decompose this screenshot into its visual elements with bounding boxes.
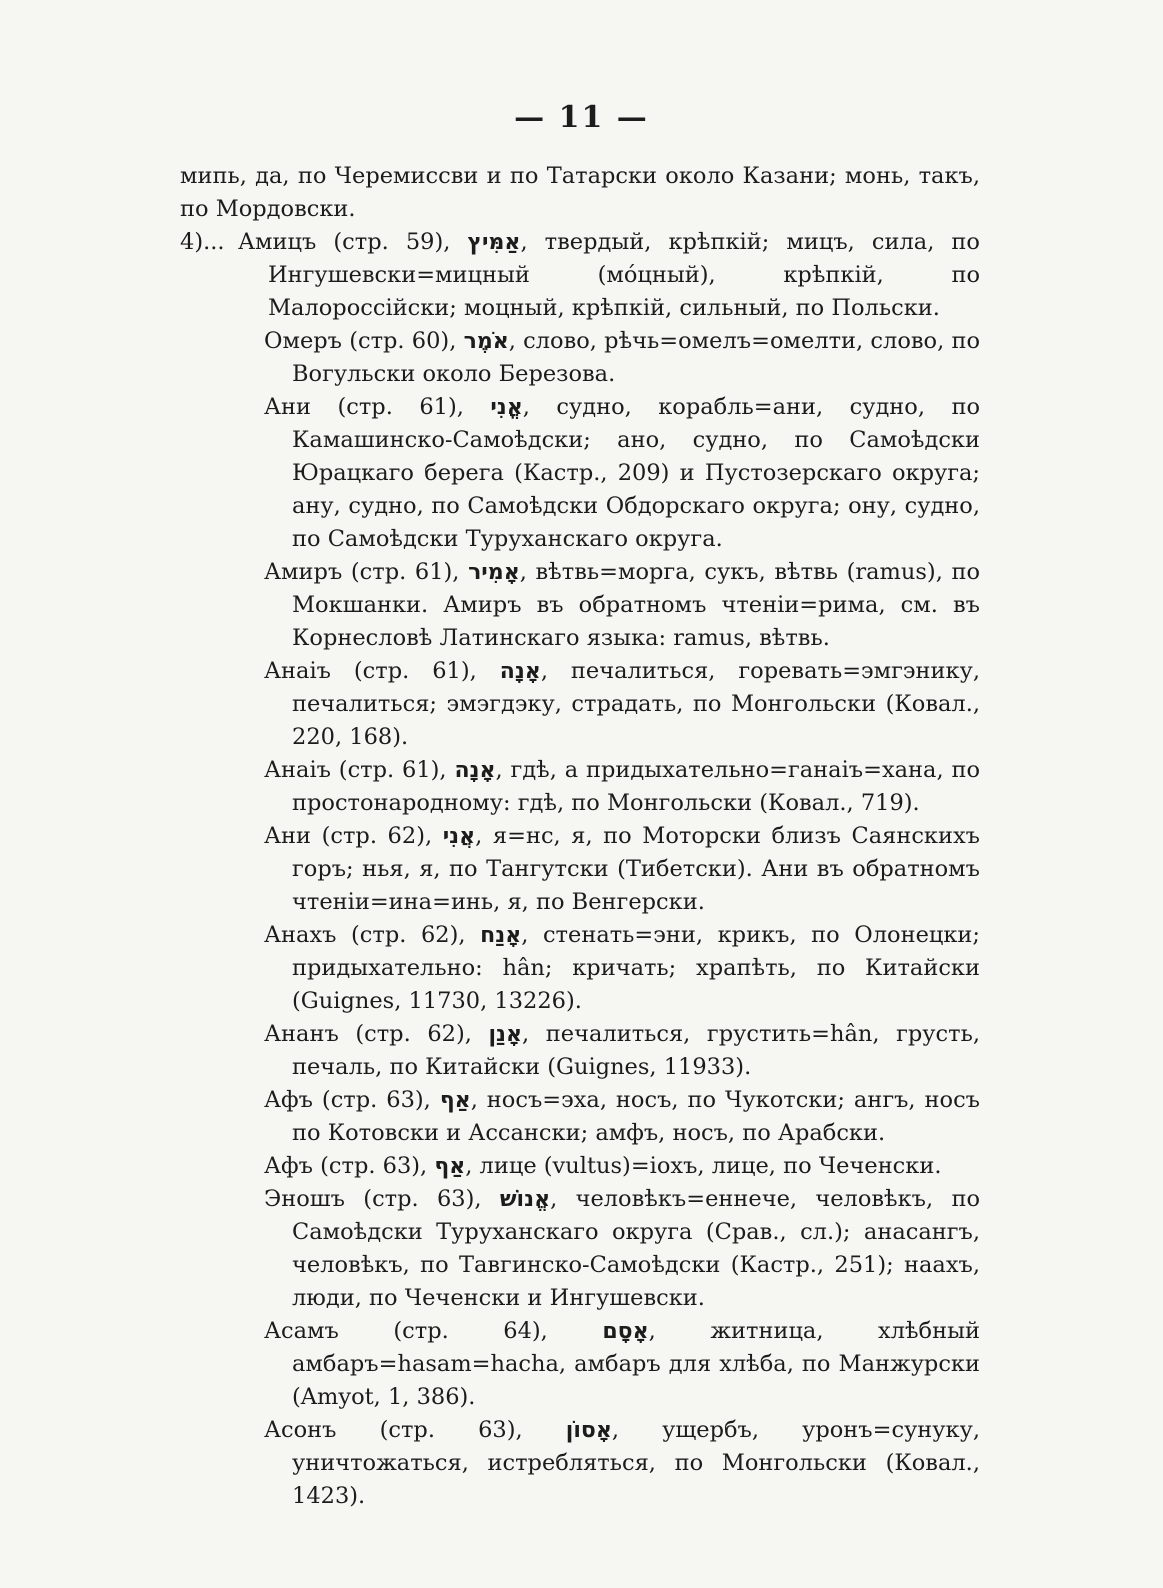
entry-af-face xyxy=(180,1150,980,1183)
entry-body: , гдѣ, а придыхательно=ганаіъ=хана, по простонародному: гдѣ, по Монгольски (Ковал., 719). xyxy=(292,757,980,816)
entry-omer xyxy=(180,325,980,391)
entry-head: Анахъ (стр. 62), xyxy=(264,922,481,948)
entry-anakh xyxy=(180,919,980,1018)
entry-head: Анаіъ (стр. 61), xyxy=(264,658,500,684)
entry-body: , слово, рѣчь=омелъ=омелти, слово, по Вогульски около Березова. xyxy=(292,328,980,387)
entry-anai-where xyxy=(180,754,980,820)
hebrew-word: אַף xyxy=(434,1154,466,1179)
entry-body: , лице (vultus)=іохъ, лице, по Чеченски. xyxy=(465,1153,942,1179)
entry-head: Афъ (стр. 63), xyxy=(264,1153,435,1179)
hebrew-word: אָמִיר xyxy=(468,560,520,585)
entry-body: , печалиться, горевать=эмгэнику, печалиться; эмэгдэку, страдать, по Монгольски (Ковал., 220, 168). xyxy=(292,658,980,750)
entry-head: Асамъ (стр. 64), xyxy=(264,1318,603,1344)
entry-body: , житница, хлѣбный амбаръ=hasam=hacha, амбаръ для хлѣба, по Манжурски (Amyot, 1, 386). xyxy=(292,1318,980,1410)
entry-head: Ани (стр. 61), xyxy=(264,394,491,420)
entry-head: Афъ (стр. 63), xyxy=(264,1087,440,1113)
entry-amits xyxy=(180,226,980,325)
entry-head: Омеръ (стр. 60), xyxy=(264,328,464,354)
hebrew-word: אָסָם xyxy=(602,1319,649,1344)
entry-head: Амиръ (стр. 61), xyxy=(264,559,469,585)
entry-head: Анаіъ (стр. 61), xyxy=(264,757,455,783)
entry-ani-i xyxy=(180,820,980,919)
hebrew-word: אַמִּיץ xyxy=(467,230,521,255)
entry-body: , стенать=эни, крикъ, по Олонецки; придыхательно: hân; кричать; храпѣть, по Китайски (Guignes, 11730, 13226). xyxy=(292,922,980,1014)
entry-body: , вѣтвь=морга, сукъ, вѣтвь (ramus), по Мокшанки. Амиръ въ обратномъ чтеніи=рима, см. въ Корнесловѣ Латинскаго языка: ramus, вѣтвь. xyxy=(292,559,981,651)
entry-amir xyxy=(180,556,980,655)
entry-ason xyxy=(180,1414,980,1513)
entry-body: , печалиться, грустить=hân, грусть, печаль, по Китайски (Guignes, 11933). xyxy=(292,1021,980,1080)
hebrew-word: אָנָה xyxy=(499,659,541,684)
continuation-paragraph: мипь, да, по Черемиссви и по Татарски около Казани; монь, такъ, по Мордовски. xyxy=(180,163,980,222)
hebrew-word: אֲנִי xyxy=(442,824,476,849)
entry-body: , носъ=эха, носъ, по Чукотски; ангъ, носъ по Котовски и Ассански; амфъ, носъ, по Арабски. xyxy=(292,1087,980,1146)
entry-body: , я=нс, я, по Моторски близъ Саянскихъ горъ; нья, я, по Тангутски (Тибетски). Ани въ обратномъ чтеніи=ина=инь, я, по Венгерски. xyxy=(292,823,980,915)
entry-enosh xyxy=(180,1183,980,1315)
entry-head: Ананъ (стр. 62), xyxy=(264,1021,489,1047)
entry-body: , судно, корабль=ани, судно, по Камашинско-Самоѣдски; ано, судно, по Самоѣдски Юрацкаго берега (Кастр., 209) и Пустозерскаго округа; ану, судно, по Самоѣдски Обдорскаго округа; ону, судно, по Самоѣдски Туруханскаго округа. xyxy=(292,394,980,552)
hebrew-word: אָנַח xyxy=(480,923,522,948)
entry-body: , твердый, крѣпкій; мицъ, сила, по Ингушевски=мицный (мóцный), крѣпкій, по Малороссійски; моцный, крѣпкій, сильный, по Польски. xyxy=(268,229,980,321)
hebrew-word: אָנַן xyxy=(488,1022,523,1047)
page-text xyxy=(180,160,980,1513)
hebrew-word: אַף xyxy=(439,1088,471,1113)
entry-af-nose xyxy=(180,1084,980,1150)
page-number: — 11 — xyxy=(514,100,649,135)
entry-head: Эношъ (стр. 63), xyxy=(264,1186,500,1212)
entry-body: , человѣкъ=еннече, человѣкъ, по Самоѣдски Туруханскаго округа (Срав., сл.); анасангъ, человѣкъ, по Тавгинско-Самоѣдски (Кастр., 251); наахъ, люди, по Чеченски и Ингушевски. xyxy=(292,1186,980,1311)
entry-ani-ship xyxy=(180,391,980,556)
entry-head: Амицъ (стр. 59), xyxy=(238,229,468,255)
hebrew-word: אֱנוֹשׁ xyxy=(499,1187,551,1212)
entry-anai-grieve xyxy=(180,655,980,754)
hebrew-word: אֹמֶר xyxy=(463,329,509,354)
entry-body: , ущербъ, уронъ=сунуку, уничтожаться, истребляться, по Монгольски (Ковал., 1423). xyxy=(292,1417,980,1509)
hebrew-word: אָסוֹן xyxy=(565,1418,612,1443)
section-marker: 4)... xyxy=(180,229,225,255)
entry-anan xyxy=(180,1018,980,1084)
hebrew-word: אָנָה xyxy=(454,758,496,783)
entry-head: Ани (стр. 62), xyxy=(264,823,443,849)
entry-head: Асонъ (стр. 63), xyxy=(264,1417,566,1443)
entry-asam xyxy=(180,1315,980,1414)
hebrew-word: אֳנִי xyxy=(490,395,523,420)
